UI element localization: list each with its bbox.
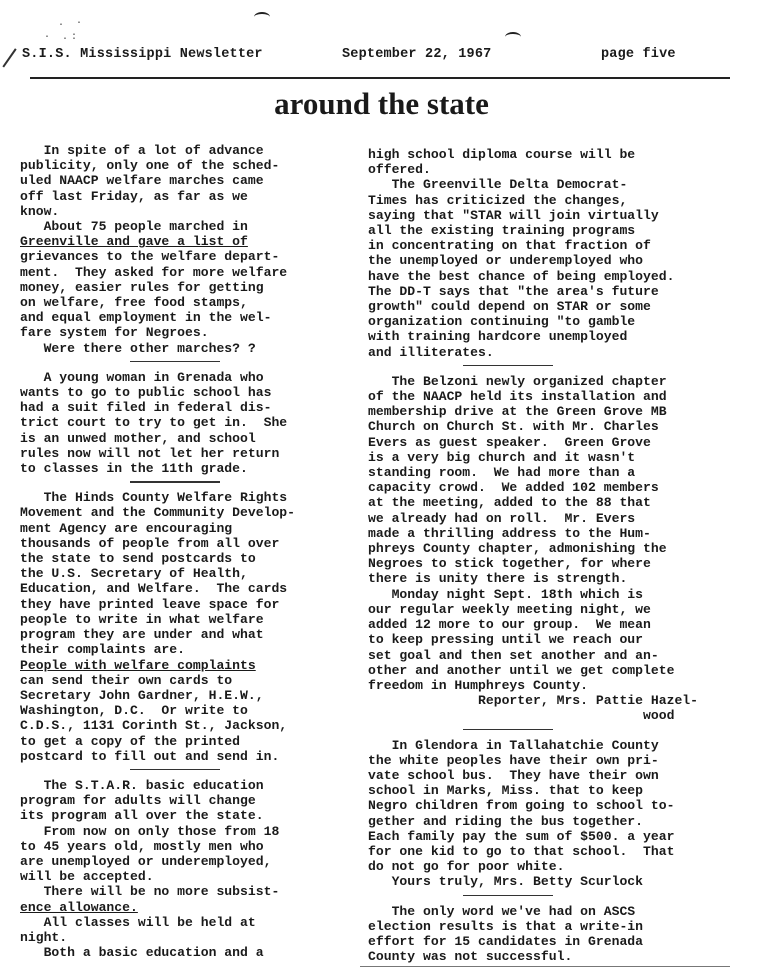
text-line: vate school bus. They have their own (368, 767, 659, 783)
text-line: is an unwed mother, and school (20, 430, 256, 446)
text-line: Reporter, Mrs. Pattie Hazel- (368, 693, 699, 709)
text-line: money, easier rules for getting (20, 279, 264, 295)
newsletter-name: S.I.S. Mississippi Newsletter (22, 47, 263, 62)
text-line: with training hardcore unemployed (368, 329, 628, 345)
text-line: ment. They asked for more welfare (20, 264, 288, 280)
article-welfare-rights (20, 490, 350, 764)
text-line: fare system for Negroes. (20, 325, 209, 341)
issue-date: September 22, 1967 (342, 47, 492, 62)
text-line: of the NAACP held its installation and (368, 389, 667, 405)
article-ascs-election (368, 904, 730, 965)
text-line: school in Marks, Miss. that to keep (368, 783, 644, 799)
text-line: wood (368, 708, 675, 724)
section-divider (20, 478, 350, 486)
text-line: their complaints are. (20, 642, 186, 658)
article-glendora-bus (368, 738, 730, 890)
text-line: Were there other marches? ? (20, 340, 256, 356)
text-line: the state to send postcards to (20, 551, 256, 567)
section-divider (368, 726, 730, 734)
speckle-marks: . · (58, 18, 86, 29)
text-line: do not go for poor white. (368, 859, 565, 875)
text-line: Evers as guest speaker. Green Grove (368, 434, 651, 450)
text-line: will be accepted. (20, 869, 154, 885)
text-line: high school diploma course will be (368, 147, 636, 162)
text-line: its program all over the state. (20, 808, 264, 824)
text-line: to classes in the 11th grade. (20, 461, 248, 477)
text-line: the unemployed or underemployed who (368, 253, 644, 269)
text-line: membership drive at the Green Grove MB (368, 404, 667, 420)
section-divider (368, 362, 730, 370)
text-line: postcard to fill out and send in. (20, 748, 280, 764)
text-line: program they are under and what (20, 627, 264, 643)
text-line: The S.T.A.R. basic education (20, 777, 264, 793)
text-line: Greenville and gave a list of (20, 234, 248, 250)
text-line: people to write in what welfare (20, 611, 264, 627)
text-line: to 45 years old, mostly men who (20, 838, 264, 854)
text-line: for one kid to go to that school. That (368, 843, 675, 859)
text-line: All classes will be held at (20, 914, 256, 930)
text-line: night. (20, 929, 68, 945)
text-line: The Greenville Delta Democrat- (368, 177, 628, 193)
text-line: The DD-T says that "the area's future (368, 283, 659, 299)
text-line: Yours truly, Mrs. Betty Scurlock (368, 874, 644, 890)
text-line: About 75 people marched in (20, 219, 248, 235)
text-line: on welfare, free food stamps, (20, 295, 248, 311)
article-greenville-march (20, 219, 350, 356)
text-line: there is unity there is strength. (368, 571, 628, 587)
section-divider (20, 766, 350, 774)
text-line: at the meeting, added to the 88 that (368, 495, 651, 511)
text-line: publicity, only one of the sched- (20, 158, 280, 174)
right-column (368, 147, 730, 964)
text-line: Times has criticized the changes, (368, 192, 628, 208)
margin-stroke (2, 48, 16, 67)
text-line: to keep pressing until we reach our (368, 632, 644, 648)
article-marches (20, 143, 350, 219)
article-grenada-school (20, 370, 350, 476)
text-line: Secretary John Gardner, H.E.W., (20, 687, 264, 703)
text-line: The only word we've had on ASCS (368, 903, 636, 919)
text-line: saying that "STAR will join virtually (368, 207, 659, 223)
text-line: organization continuing "to gamble (368, 314, 636, 330)
text-line: added 12 more to our group. We mean (368, 617, 651, 633)
text-line: A young woman in Grenada who (20, 369, 264, 385)
text-line: in concentrating on that fraction of (368, 238, 651, 254)
text-line: People with welfare complaints (20, 657, 256, 673)
text-line: had a suit filed in federal dis- (20, 400, 272, 416)
text-line: all the existing training programs (368, 223, 636, 239)
text-line: standing room. We had more than a (368, 465, 636, 481)
page-number: page five (601, 47, 676, 62)
page-title: around the state (274, 86, 489, 121)
text-line: off last Friday, as far as we (20, 188, 248, 204)
text-line: the U.S. Secretary of Health, (20, 566, 248, 582)
text-line: The Belzoni newly organized chapter (368, 373, 667, 389)
text-line: rules now will not let her return (20, 445, 280, 461)
text-line: gether and riding the bus together. (368, 813, 644, 829)
text-line: Negroes to stick together, for where (368, 556, 651, 572)
text-line: other and another until we get complete (368, 662, 675, 678)
text-line: freedom in Humphreys County. (368, 677, 589, 693)
text-line: set goal and then set another and an- (368, 647, 659, 663)
text-line: Washington, D.C. Or write to (20, 703, 248, 719)
text-line: can send their own cards to (20, 672, 233, 688)
text-line: offered. (368, 162, 431, 178)
header-rule (30, 77, 730, 79)
text-line: Church on Church St. with Mr. Charles (368, 419, 659, 435)
article-star-program (20, 778, 350, 960)
text-line: The Hinds County Welfare Rights (20, 490, 288, 506)
article-belzoni-naacp (368, 374, 730, 724)
text-line: From now on only those from 18 (20, 823, 280, 839)
text-line: have the best chance of being employed. (368, 268, 675, 284)
text-line: the white peoples have their own pri- (368, 752, 659, 768)
text-line: capacity crowd. We added 102 members (368, 480, 659, 496)
text-line: Both a basic education and a (20, 945, 264, 961)
section-divider (20, 358, 350, 366)
text-line: we already had on roll. Mr. Evers (368, 510, 636, 526)
punch-mark (254, 12, 270, 22)
text-line: County was not successful. (368, 949, 573, 965)
text-line: Movement and the Community Develop- (20, 505, 296, 521)
text-line: C.D.S., 1131 Corinth St., Jackson, (20, 718, 288, 734)
bottom-edge-rule (360, 966, 730, 967)
text-line: In spite of a lot of advance (20, 143, 264, 158)
text-line: program for adults will change (20, 793, 256, 809)
text-line: and equal employment in the wel- (20, 310, 272, 326)
section-divider (368, 892, 730, 900)
speckle-marks: · .: (44, 32, 81, 43)
text-line: election results is that a write-in (368, 918, 644, 934)
text-line: to get a copy of the printed (20, 733, 241, 749)
text-line: they have printed leave space for (20, 596, 280, 612)
text-line: ment Agency are encouraging (20, 520, 233, 536)
text-line: Education, and Welfare. The cards (20, 581, 288, 597)
text-line: uled NAACP welfare marches came (20, 173, 264, 189)
text-line: and illiterates. (368, 344, 494, 360)
text-line: trict court to try to get in. She (20, 415, 288, 431)
text-line: our regular weekly meeting night, we (368, 601, 651, 617)
text-line: is a very big church and it wasn't (368, 449, 636, 465)
text-line: There will be no more subsist- (20, 884, 280, 900)
text-line: know. (20, 203, 60, 219)
text-line: thousands of people from all over (20, 535, 280, 551)
text-line: ence allowance. (20, 899, 138, 915)
text-line: are unemployed or underemployed, (20, 853, 272, 869)
text-line: grievances to the welfare depart- (20, 249, 280, 265)
article-star-continued (368, 147, 730, 360)
text-line: Negro children from going to school to- (368, 798, 675, 814)
punch-mark (505, 32, 521, 42)
text-line: effort for 15 candidates in Grenada (368, 933, 644, 949)
text-line: Monday night Sept. 18th which is (368, 586, 644, 602)
text-line: wants to go to public school has (20, 385, 272, 401)
left-column (20, 143, 350, 960)
text-line: In Glendora in Tallahatchie County (368, 737, 659, 753)
text-line: Each family pay the sum of $500. a year (368, 828, 675, 844)
text-line: growth" could depend on STAR or some (368, 299, 651, 315)
text-line: made a thrilling address to the Hum- (368, 525, 651, 541)
text-line: phreys County chapter, admonishing the (368, 541, 667, 557)
